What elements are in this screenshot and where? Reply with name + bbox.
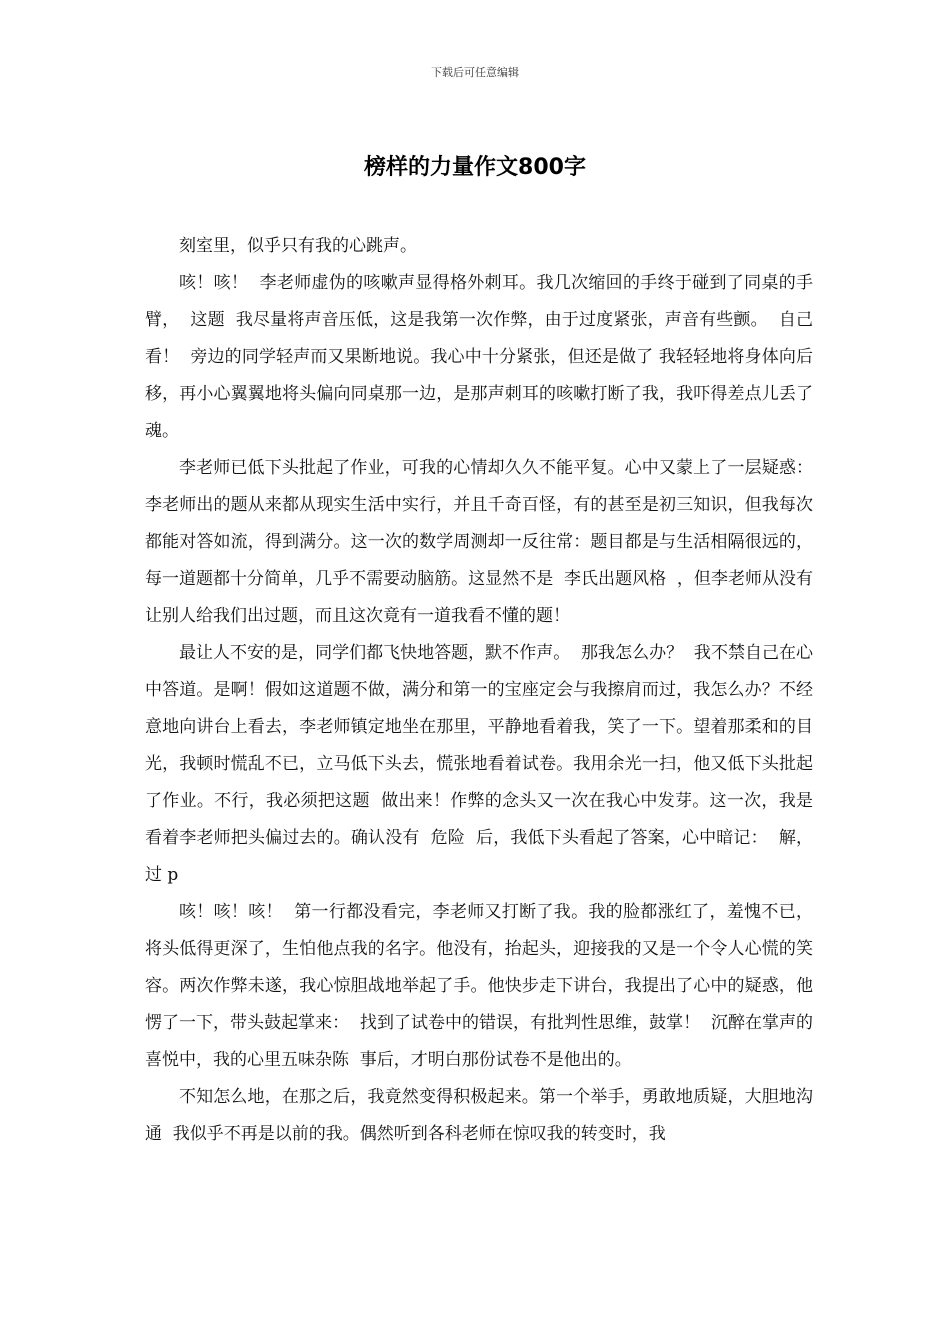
document-body (145, 228, 813, 1153)
paragraph: 刻室里，似乎只有我的心跳声。 (179, 236, 417, 256)
paragraph: 李老师已低下头批起了作业，可我的心情却久久不能平复。心中又蒙上了一层疑惑：李老师出的题从来都从现实生活中实行，并且千奇百怪，有的甚至是初三知识，但我每次都能对答如流，得到满分。这一次的数学周测却一反往常：题目都是与生活相隔很远的，每一道题都十分简单，几乎不需要动脑筋。这显然不是 李氏出题风格 ，但李老师从没有让别人给我们出过题，而且这次竟有一道我看不懂的题！ (145, 458, 813, 626)
paragraph: 不知怎么地，在那之后，我竟然变得积极起来。第一个举手，勇敢地质疑，大胆地沟通 我似乎不再是以前的我。偶然听到各科老师在惊叹我的转变时，我 (145, 1087, 813, 1144)
paragraph: 咳！咳！ 李老师虚伪的咳嗽声显得格外刺耳。我几次缩回的手终于碰到了同桌的手臂， 这题 我尽量将声音压低，这是我第一次作弊，由于过度紧张，声音有些颤。 自己看！ 旁边的同学轻声而又果断地说。我心中十分紧张，但还是做了 我轻轻地将身体向后移，再小心翼翼地将头偏向同桌那一边，是那声刺耳的咳嗽打断了我，我吓得差点儿丢了魂。 (145, 273, 813, 441)
paragraph: 最让人不安的是，同学们都飞快地答题，默不作声。 那我怎么办？ 我不禁自己在心中答道。是啊！假如这道题不做，满分和第一的宝座定会与我擦肩而过，我怎么办？不经意地向讲台上看去，李老师镇定地坐在那里，平静地看着我，笑了一下。望着那柔和的目光，我顿时慌乱不已，立马低下头去，慌张地看着试卷。我用余光一扫，他又低下头批起了作业。不行，我必须把这题 做出来！作弊的念头又一次在我心中发芽。这一次，我是看着李老师把头偏过去的。确认没有 危险 后，我低下头看起了答案，心中暗记： 解，过 p (145, 643, 813, 885)
paragraph: 咳！咳！咳！ 第一行都没看完，李老师又打断了我。我的脸都涨红了，羞愧不已，将头低得更深了，生怕他点我的名字。他没有，抬起头，迎接我的又是一个令人心慌的笑容。两次作弊未遂，我心惊胆战地举起了手。他快步走下讲台，我提出了心中的疑惑，他愣了一下，带头鼓起掌来： 找到了试卷中的错误，有批判性思维，鼓掌！ 沉醉在掌声的喜悦中，我的心里五味杂陈 事后，才明白那份试卷不是他出的。 (145, 902, 813, 1070)
page-header: 下载后可任意编辑 (431, 66, 519, 79)
document-title: 榜样的力量作文800字 (364, 155, 586, 180)
